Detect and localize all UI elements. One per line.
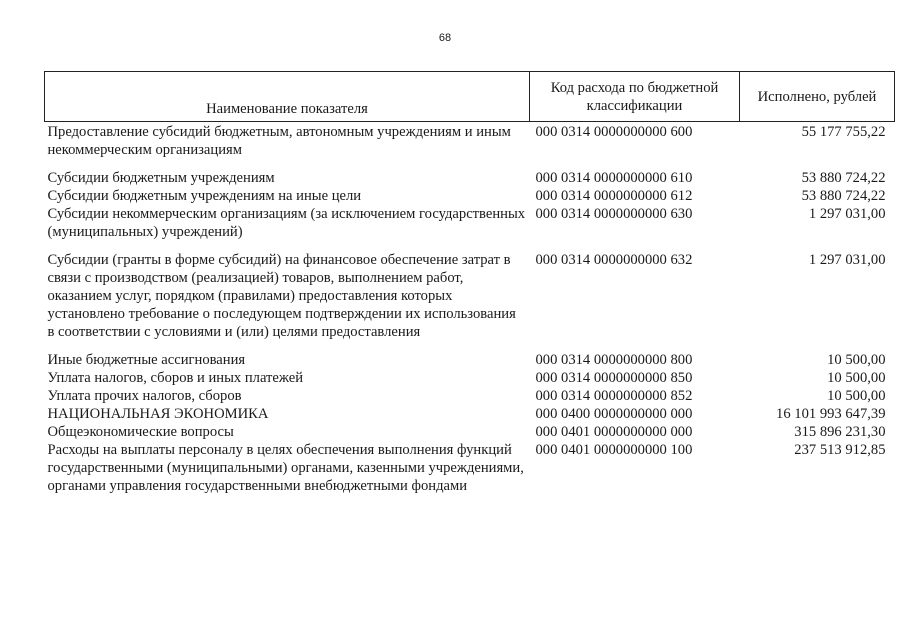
row-amount: 10 500,00 xyxy=(827,370,886,386)
row-amount: 237 513 912,85 xyxy=(794,442,886,458)
row-name: НАЦИОНАЛЬНАЯ ЭКОНОМИКА xyxy=(47,406,269,422)
table-row xyxy=(45,122,895,170)
row-code: 000 0314 0000000000 852 xyxy=(535,388,693,404)
header-row xyxy=(45,72,895,122)
budget-execution-table xyxy=(44,71,895,495)
table-row xyxy=(45,169,895,187)
row-name: Субсидии бюджетным учреждениям xyxy=(47,170,275,186)
row-code: 000 0314 0000000000 850 xyxy=(535,370,693,386)
row-name: Предоставление субсидий бюджетным, автономным учреждениям и иным некоммерческим организациям xyxy=(47,124,511,158)
row-amount: 55 177 755,22 xyxy=(801,124,886,140)
row-name: Расходы на выплаты персоналу в целях обеспечения выполнения функций государственными (муниципальными) органами, казенными учреждениями, органами управления государственными внебюджетными фондами xyxy=(47,442,524,494)
page-number: 68 xyxy=(438,32,452,44)
row-amount: 53 880 724,22 xyxy=(801,170,886,186)
table-row xyxy=(45,387,895,405)
row-name: Иные бюджетные ассигнования xyxy=(47,352,246,368)
row-name: Общеэкономические вопросы xyxy=(47,424,234,440)
table-body xyxy=(45,122,895,496)
row-name: Уплата прочих налогов, сборов xyxy=(47,388,242,404)
table-row xyxy=(45,187,895,205)
row-amount: 1 297 031,00 xyxy=(808,206,886,222)
row-code: 000 0401 0000000000 100 xyxy=(535,442,693,458)
row-amount: 315 896 231,30 xyxy=(794,424,886,440)
row-name: Субсидии бюджетным учреждениям на иные цели xyxy=(47,188,362,204)
table-row xyxy=(45,369,895,387)
table-row xyxy=(45,205,895,251)
row-code: 000 0400 0000000000 000 xyxy=(535,406,693,422)
table-row xyxy=(45,405,895,423)
row-code: 000 0314 0000000000 610 xyxy=(535,170,693,186)
row-code: 000 0314 0000000000 632 xyxy=(535,252,693,268)
row-code: 000 0314 0000000000 630 xyxy=(535,206,693,222)
row-name: Уплата налогов, сборов и иных платежей xyxy=(47,370,304,386)
row-code: 000 0314 0000000000 600 xyxy=(535,124,693,140)
row-amount: 16 101 993 647,39 xyxy=(776,406,886,422)
row-code: 000 0314 0000000000 612 xyxy=(535,188,693,204)
row-code: 000 0401 0000000000 000 xyxy=(535,424,693,440)
header-amount: Исполнено, рублей xyxy=(740,72,895,122)
row-amount: 10 500,00 xyxy=(827,352,886,368)
table-row xyxy=(45,441,895,495)
row-amount: 1 297 031,00 xyxy=(808,252,886,268)
table-header xyxy=(45,72,895,122)
header-code: Код расхода по бюджетной классификации xyxy=(530,72,740,122)
row-name: Субсидии некоммерческим организациям (за исключением государственных (муниципальных) учреждений) xyxy=(47,206,526,240)
table-row xyxy=(45,423,895,441)
header-name: Наименование показателя xyxy=(45,72,530,122)
row-code: 000 0314 0000000000 800 xyxy=(535,352,693,368)
table-row xyxy=(45,351,895,369)
row-name: Субсидии (гранты в форме субсидий) на финансовое обеспечение затрат в связи с производством (реализацией) товаров, выполнением работ, оказанием услуг, порядком (правилами) предоставления которых установлено требование о последующем подтверждении их использования в соответствии с условиями и (или) целями предоставления xyxy=(47,252,516,340)
row-amount: 53 880 724,22 xyxy=(801,188,886,204)
table-row xyxy=(45,251,895,351)
row-amount: 10 500,00 xyxy=(827,388,886,404)
